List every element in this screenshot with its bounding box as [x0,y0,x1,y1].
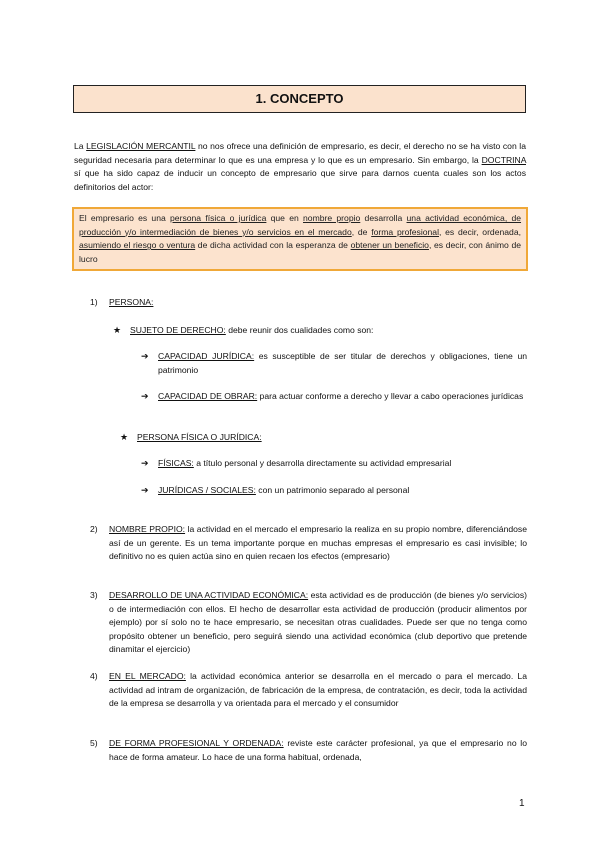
section-4-text: la actividad económica anterior se desarrolla en el mercado o para el mercado. La actividad ad intram de organización, de fabricación de la empresa, de contratación, es decir, toda la actividad de la empresa se desarrolla y va orientada para el mercado y el consumidor [109,671,527,709]
def-term-forma: forma profesional [371,226,439,237]
section-2-number: 2) [90,524,98,534]
intro-text-3: sí que ha sido capaz de inducir un concepto de empresario que sirve para darnos cuenta cuales son los actos definitorios del actor: [74,168,526,192]
fisicas-heading: FÍSICAS: [158,458,194,468]
def-text-6: de dicha actividad con la esperanza de [195,240,351,251]
doctrina-term: DOCTRINA [481,154,526,165]
def-text-5: , es decir, ordenada, [439,226,522,237]
capacidad-juridica-text: es susceptible de ser titular de derechos y obligaciones, tiene un patrimonio [158,351,528,375]
def-text-4: , de [351,226,372,237]
sujeto-derecho-text: debe reunir dos cualidades como son: [225,325,374,335]
section-4-number: 4) [90,671,98,681]
capacidad-juridica-heading: CAPACIDAD JURÍDICA: [158,351,255,361]
def-term-actividad: una actividad económica, de producción y/o intermediación de bienes y/o servicios en el mercado [79,213,522,237]
section-5-paragraph [109,737,527,764]
sujeto-derecho-heading: SUJETO DE DERECHO: [130,325,226,335]
section-2-heading: NOMBRE PROPIO: [109,524,186,534]
def-term-persona: persona física o jurídica [170,213,267,223]
section-5-heading: DE FORMA PROFESIONAL Y ORDENADA: [109,738,284,748]
def-term-riesgo: asumiendo el riesgo o ventura [79,240,196,251]
section-3-text: esta actividad es de producción (de bienes y/o servicios) o de intermediación con ellos. El hecho de desarrollar esta actividad de producción (producir alimentos por ejemplo) por sí solo no te hace empresario, se necesitan otras cualidades. Puede ser que no tenga como propósito obtener un beneficio, pero seguirá siendo una actividad económica (club deportivo que pretende dinamitar el ejercicio) [109,590,527,655]
capacidad-obrar-item [158,390,527,404]
def-term-nombre: nombre propio [303,213,361,223]
sujeto-derecho-line [130,324,530,338]
section-5-text: reviste este carácter profesional, ya que el empresario no lo hace de forma amateur. Lo hace de una forma habitual, ordenada, [109,738,527,762]
star-icon: ★ [120,432,129,442]
section-title: 1. CONCEPTO [73,85,526,113]
section-4-paragraph [109,670,527,711]
arrow-right-icon: ➔ [141,351,149,361]
def-text-1: El empresario es una [79,213,171,223]
def-text-2: que en [266,213,304,223]
intro-text-2: no nos ofrece una definición de empresario, es decir, el derecho no se ha visto con la seguridad necesaria para determinar lo que es una empresa y lo que es un empresario. Sin embargo, la [74,141,526,165]
legislacion-term: LEGISLACIÓN MERCANTIL [86,141,196,151]
arrow-right-icon: ➔ [141,391,149,401]
star-icon: ★ [113,325,122,335]
page-number: 1 [519,798,525,809]
section-4-heading: EN EL MERCADO: [109,671,186,681]
section-3-paragraph [109,589,527,657]
fisicas-item [158,457,527,471]
arrow-right-icon: ➔ [141,485,149,495]
section-1-heading: PERSONA: [109,297,154,307]
section-2-text: la actividad en el mercado el empresario la realiza en su propio nombre, diferenciándose así de un gerente. Es un tema importante porque en muchas empresas el empresario es casi invisible; lo definitivo no es quien actúa sino en quien recaen los efectos (empresario) [109,524,528,562]
capacidad-obrar-text: para actuar conforme a derecho y llevar a cabo operaciones jurídicas [257,391,524,401]
definition-text [79,212,521,266]
def-text-7: , es decir, con ánimo de lucro [79,240,522,264]
section-5-number: 5) [90,738,98,748]
section-1-number: 1) [90,297,98,307]
fisicas-text: a título personal y desarrolla directamente su actividad empresarial [193,458,452,468]
juridicas-heading: JURÍDICAS / SOCIALES: [158,485,256,495]
juridicas-item [158,484,527,498]
capacidad-obrar-heading: CAPACIDAD DE OBRAR: [158,391,258,401]
def-text-3: desarrolla [360,213,407,223]
section-3-number: 3) [90,590,98,600]
juridicas-text: con un patrimonio separado al personal [255,485,410,495]
section-3-heading: DESARROLLO DE UNA ACTIVIDAD ECONÓMICA: [109,590,309,600]
intro-paragraph [74,140,526,194]
section-2-paragraph [109,523,527,564]
capacidad-juridica-item [158,350,527,377]
intro-text-1: La [74,141,87,151]
def-term-beneficio: obtener un beneficio [350,240,429,251]
persona-fisica-juridica-heading: PERSONA FÍSICA O JURÍDICA: [137,432,262,442]
arrow-right-icon: ➔ [141,458,149,468]
definition-box [72,207,528,271]
